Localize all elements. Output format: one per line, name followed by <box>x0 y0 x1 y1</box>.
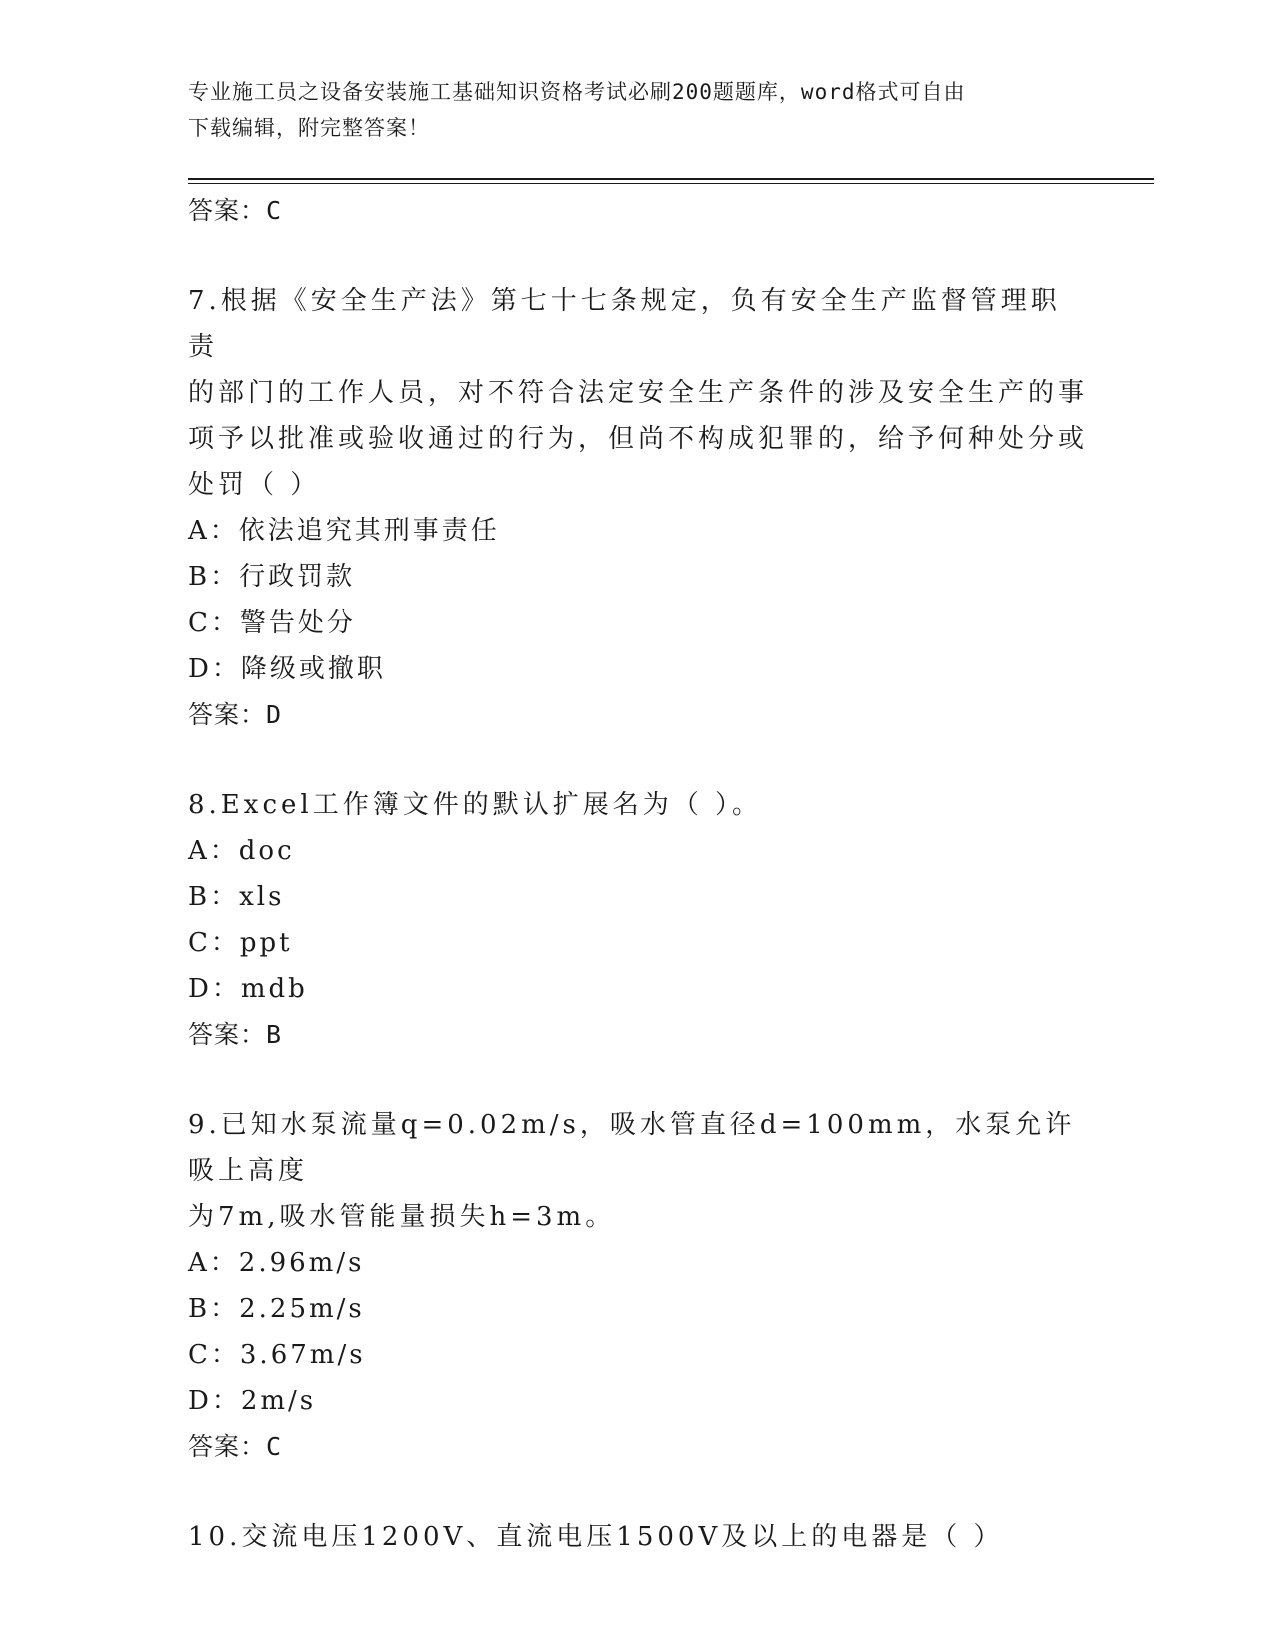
answer: 答案：C <box>188 1432 283 1461</box>
question-text-line: 的部门的工作人员，对不符合法定安全生产条件的涉及安全生产的事 <box>188 378 1089 408</box>
question-10 <box>188 1514 1088 1560</box>
option-c: C：ppt <box>188 928 293 958</box>
question-7 <box>188 278 1088 738</box>
spacer <box>188 1470 1088 1514</box>
header-rule-thick <box>188 178 1154 180</box>
question-8 <box>188 782 1088 1058</box>
question-text-line: 处罚（ ） <box>188 470 321 500</box>
spacer <box>188 738 1088 782</box>
option-d: D：mdb <box>188 974 308 1004</box>
question-text-line: 8.Excel工作簿文件的默认扩展名为（ ）。 <box>188 790 762 820</box>
option-b: B：xls <box>188 882 285 912</box>
header-line-1: 专业施工员之设备安装施工基础知识资格考试必刷200题题库，word格式可自由 <box>188 80 966 104</box>
spacer <box>188 1058 1088 1102</box>
option-a: A：doc <box>188 836 295 866</box>
question-text-line: 为7m,吸水管能量损失h=3m。 <box>188 1202 616 1232</box>
previous-answer: 答案：C <box>188 196 283 225</box>
spacer <box>188 234 1088 278</box>
header-rule-thin <box>188 183 1154 184</box>
question-9 <box>188 1102 1088 1470</box>
question-text-line: 7.根据《安全生产法》第七十七条规定，负有安全生产监督管理职责 <box>188 286 1061 362</box>
option-d: D：降级或撤职 <box>188 654 386 684</box>
option-c: C：警告处分 <box>188 608 356 638</box>
question-text-line: 10.交流电压1200V、直流电压1500V及以上的电器是（ ） <box>188 1522 1004 1552</box>
option-b: B：2.25m/s <box>188 1294 365 1324</box>
question-text-line: 9.已知水泵流量q=0.02m/s，吸水管直径d=100mm，水泵允许吸上高度 <box>188 1110 1076 1186</box>
header-line-2: 下载编辑，附完整答案！ <box>188 116 430 140</box>
document-header <box>188 74 1068 146</box>
answer: 答案：B <box>188 1020 283 1049</box>
option-d: D：2m/s <box>188 1386 317 1416</box>
option-c: C：3.67m/s <box>188 1340 366 1370</box>
option-a: A：2.96m/s <box>188 1248 365 1278</box>
option-a: A：依法追究其刑事责任 <box>188 516 500 546</box>
document-body <box>188 188 1088 1560</box>
answer: 答案：D <box>188 700 283 729</box>
option-b: B：行政罚款 <box>188 562 356 592</box>
question-text-line: 项予以批准或验收通过的行为，但尚不构成犯罪的，给予何种处分或 <box>188 424 1089 454</box>
